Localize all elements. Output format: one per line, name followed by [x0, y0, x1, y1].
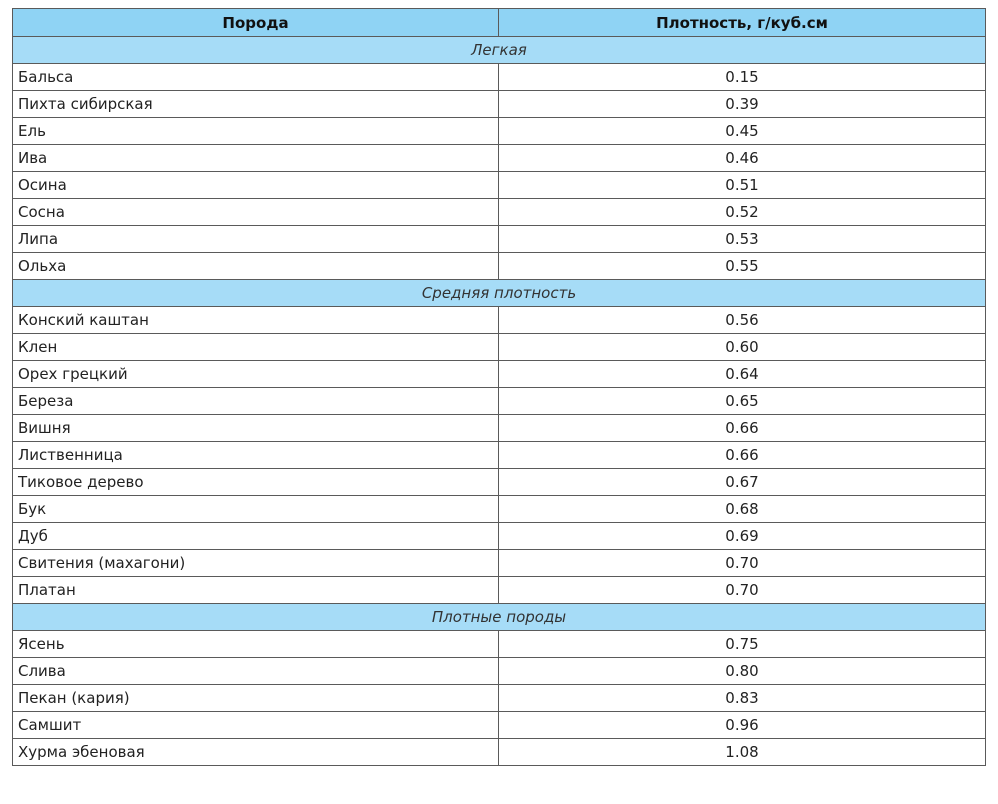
- density-value-cell: 0.46: [499, 145, 986, 172]
- table-row: [13, 685, 986, 712]
- density-value-cell: 0.67: [499, 469, 986, 496]
- breed-name-cell: Хурма эбеновая: [13, 739, 499, 766]
- density-value-cell: 0.51: [499, 172, 986, 199]
- header-row: [13, 9, 986, 37]
- density-value-cell: 1.08: [499, 739, 986, 766]
- breed-name-cell: Осина: [13, 172, 499, 199]
- table-row: [13, 118, 986, 145]
- table-row: [13, 550, 986, 577]
- table-row: [13, 307, 986, 334]
- density-value-cell: 0.66: [499, 442, 986, 469]
- group-row: [13, 604, 986, 631]
- density-value-cell: 0.69: [499, 523, 986, 550]
- table-row: [13, 739, 986, 766]
- table-row: [13, 712, 986, 739]
- density-value-cell: 0.39: [499, 91, 986, 118]
- table-row: [13, 496, 986, 523]
- breed-name-cell: Береза: [13, 388, 499, 415]
- table-row: [13, 172, 986, 199]
- table-row: [13, 199, 986, 226]
- breed-name-cell: Лиственница: [13, 442, 499, 469]
- table-row: [13, 145, 986, 172]
- density-value-cell: 0.70: [499, 577, 986, 604]
- density-value-cell: 0.15: [499, 64, 986, 91]
- table-row: [13, 577, 986, 604]
- breed-name-cell: Платан: [13, 577, 499, 604]
- breed-name-cell: Липа: [13, 226, 499, 253]
- density-value-cell: 0.64: [499, 361, 986, 388]
- table-row: [13, 631, 986, 658]
- group-row: [13, 37, 986, 64]
- breed-name-cell: Ясень: [13, 631, 499, 658]
- density-table-container: [12, 8, 985, 766]
- breed-name-cell: Слива: [13, 658, 499, 685]
- table-row: [13, 658, 986, 685]
- table-row: [13, 388, 986, 415]
- density-value-cell: 0.70: [499, 550, 986, 577]
- breed-name-cell: Бук: [13, 496, 499, 523]
- density-value-cell: 0.96: [499, 712, 986, 739]
- density-value-cell: 0.75: [499, 631, 986, 658]
- group-title: Плотные породы: [13, 604, 986, 631]
- breed-name-cell: Пекан (кария): [13, 685, 499, 712]
- breed-name-cell: Бальса: [13, 64, 499, 91]
- group-title: Средняя плотность: [13, 280, 986, 307]
- table-row: [13, 253, 986, 280]
- table-row: [13, 415, 986, 442]
- table-body: [13, 37, 986, 766]
- breed-name-cell: Сосна: [13, 199, 499, 226]
- breed-name-cell: Конский каштан: [13, 307, 499, 334]
- table-row: [13, 361, 986, 388]
- table-row: [13, 64, 986, 91]
- table-row: [13, 226, 986, 253]
- table-row: [13, 91, 986, 118]
- group-title: Легкая: [13, 37, 986, 64]
- breed-name-cell: Орех грецкий: [13, 361, 499, 388]
- breed-name-cell: Ель: [13, 118, 499, 145]
- breed-name-cell: Ольха: [13, 253, 499, 280]
- density-value-cell: 0.60: [499, 334, 986, 361]
- density-value-cell: 0.45: [499, 118, 986, 145]
- breed-name-cell: Самшит: [13, 712, 499, 739]
- table-header: [13, 9, 986, 37]
- breed-name-cell: Ива: [13, 145, 499, 172]
- density-value-cell: 0.55: [499, 253, 986, 280]
- density-value-cell: 0.65: [499, 388, 986, 415]
- table-row: [13, 469, 986, 496]
- header-density: Плотность, г/куб.см: [499, 9, 986, 37]
- density-value-cell: 0.66: [499, 415, 986, 442]
- density-value-cell: 0.68: [499, 496, 986, 523]
- breed-name-cell: Тиковое дерево: [13, 469, 499, 496]
- breed-name-cell: Свитения (махагони): [13, 550, 499, 577]
- breed-name-cell: Пихта сибирская: [13, 91, 499, 118]
- breed-name-cell: Дуб: [13, 523, 499, 550]
- breed-name-cell: Вишня: [13, 415, 499, 442]
- wood-density-table: [12, 8, 986, 766]
- table-row: [13, 523, 986, 550]
- density-value-cell: 0.80: [499, 658, 986, 685]
- density-value-cell: 0.83: [499, 685, 986, 712]
- table-row: [13, 442, 986, 469]
- header-breed: Порода: [13, 9, 499, 37]
- density-value-cell: 0.53: [499, 226, 986, 253]
- breed-name-cell: Клен: [13, 334, 499, 361]
- density-value-cell: 0.52: [499, 199, 986, 226]
- table-row: [13, 334, 986, 361]
- group-row: [13, 280, 986, 307]
- density-value-cell: 0.56: [499, 307, 986, 334]
